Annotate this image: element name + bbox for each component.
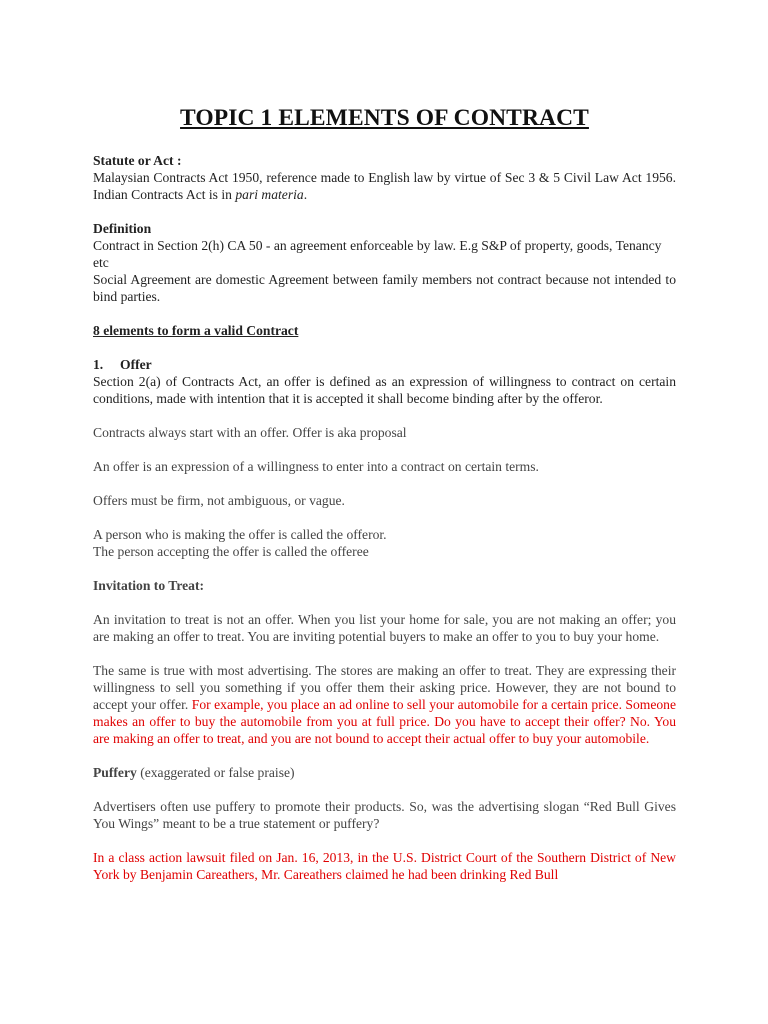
invitation-heading: Invitation to Treat: xyxy=(93,578,205,593)
statute-text-main: Malaysian Contracts Act 1950, reference made to English law by virtue of Sec 3 & 5 Civil Law Act 1956. Indian Contracts Act is in xyxy=(93,170,676,202)
offer-paragraph-3: Offers must be firm, not ambiguous, or vague. xyxy=(93,493,345,508)
elements-heading: 8 elements to form a valid Contract xyxy=(93,323,299,338)
offer-paragraph-1: Contracts always start with an offer. Offer is aka proposal xyxy=(93,425,407,440)
statute-text xyxy=(93,169,676,203)
document-page xyxy=(93,104,676,883)
offer-paragraph-4b: The person accepting the offer is called the offeree xyxy=(93,544,369,559)
puffery-paragraph-1: Advertisers often use puffery to promote their products. So, was the advertising slogan “Red Bull Gives You Wings” meant to be a true statement or puffery? xyxy=(93,799,676,831)
statute-heading: Statute or Act : xyxy=(93,153,182,168)
definition-heading: Definition xyxy=(93,221,152,236)
invitation-paragraph-2 xyxy=(93,662,676,747)
offer-heading xyxy=(93,356,676,373)
page-title: TOPIC 1 ELEMENTS OF CONTRACT xyxy=(180,105,589,131)
statute-tail: . xyxy=(303,187,308,202)
invitation-paragraph-2-text: The same is true with most advertising. The stores are making an offer to treat. They are expressing their willingness to sell you something if you offer them their asking price. However, they are not bound to accept your offer. xyxy=(93,663,676,712)
statute-italic: pari materia xyxy=(235,187,304,202)
offer-section-text: Section 2(a) of Contracts Act, an offer is defined as an expression of willingness to contract on certain conditions, made with intention that it is accepted it shall become binding after by the offeror. xyxy=(93,374,676,406)
puffery-heading-label: Puffery xyxy=(93,765,137,780)
offer-paragraph-2: An offer is an expression of a willingness to enter into a contract on certain terms. xyxy=(93,459,539,474)
puffery-paragraph-2: In a class action lawsuit filed on Jan. 16, 2013, in the U.S. District Court of the Southern District of New York by Benjamin Careathers, Mr. Careathers claimed he had been drinking Red Bull xyxy=(93,850,676,882)
puffery-heading xyxy=(93,764,676,781)
puffery-heading-note: (exaggerated or false praise) xyxy=(136,765,295,780)
definition-line-2: Social Agreement are domestic Agreement between family members not contract because not intended to bind parties. xyxy=(93,272,676,304)
offer-heading-label: Offer xyxy=(120,357,152,372)
offer-paragraph-4a: A person who is making the offer is called the offeror. xyxy=(93,527,387,542)
definition-line-1: Contract in Section 2(h) CA 50 - an agreement enforceable by law. E.g S&P of property, goods, Tenancy etc xyxy=(93,238,662,270)
offer-number: 1. xyxy=(93,357,104,372)
invitation-paragraph-1: An invitation to treat is not an offer. When you list your home for sale, you are not making an offer; you are making an offer to treat. You are inviting potential buyers to make an offer to you to buy your home. xyxy=(93,612,676,644)
invitation-paragraph-2-example: For example, you place an ad online to sell your automobile for a certain price. Someone makes an offer to buy the automobile from you at full price. Do you have to accept their offer? No. You are making an offer to treat, and you are not bound to accept their actual offer to buy your automobile. xyxy=(93,697,676,746)
